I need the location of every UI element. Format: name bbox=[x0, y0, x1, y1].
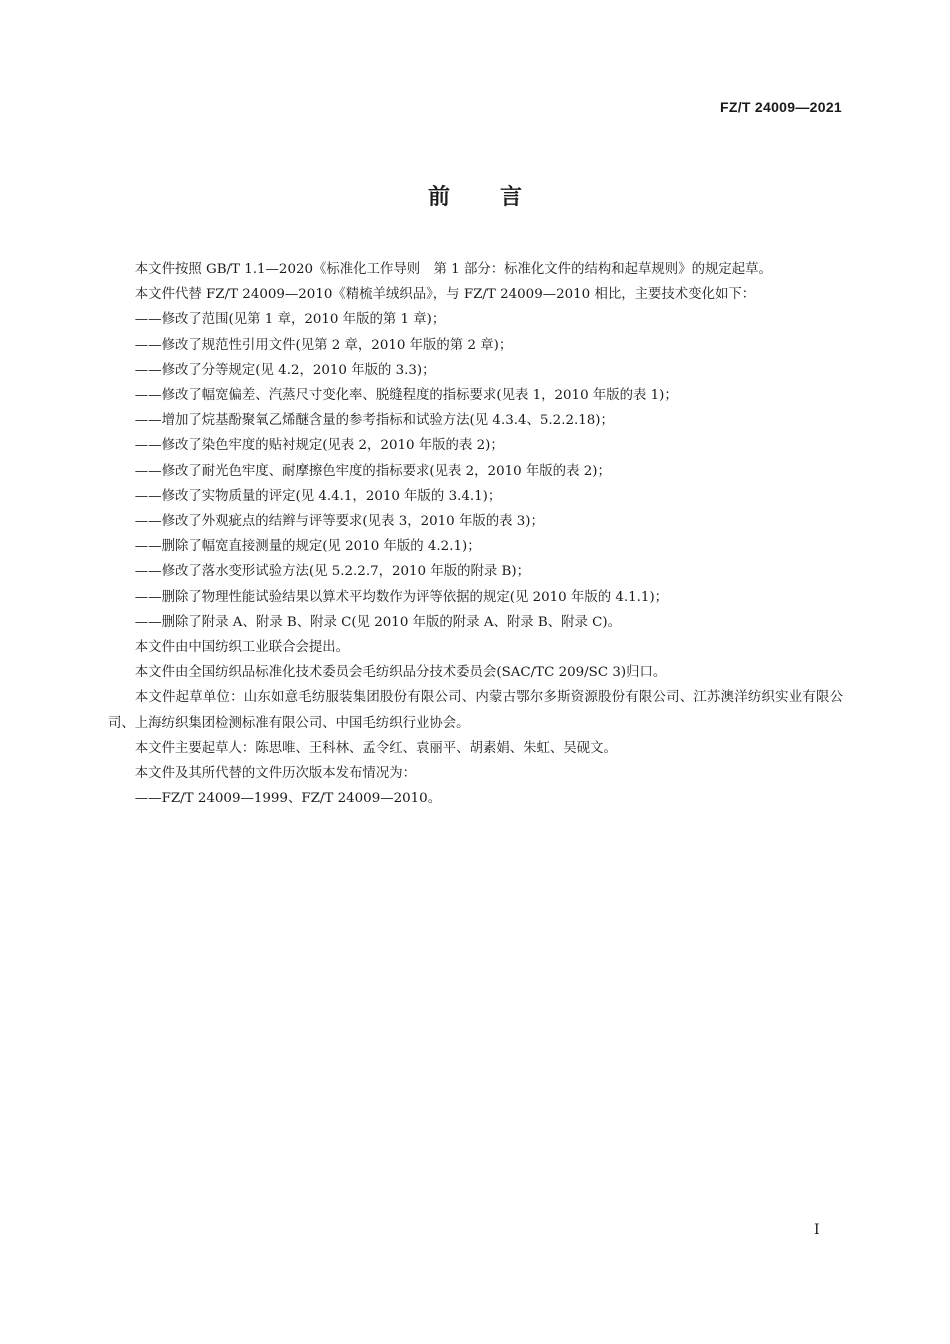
change-item: ——修改了规范性引用文件(见第 2 章，2010 年版的第 2 章)； bbox=[134, 337, 513, 353]
paragraph-drafters: 本文件主要起草人：陈思唯、王科林、孟令红、袁丽平、胡素娟、朱虹、吴砚文。 bbox=[134, 740, 617, 756]
paragraph-drafting-units: 本文件起草单位：山东如意毛纺服装集团股份有限公司、内蒙古鄂尔多斯资源股份有限公司、江苏澳洋纺织实业有限公司、上海纺织集团检测标准有限公司、中国毛纺织行业协会。 bbox=[108, 690, 843, 731]
change-item: ——修改了实物质量的评定(见 4.4.1，2010 年版的 3.4.1)； bbox=[134, 488, 502, 504]
paragraph-history-intro: 本文件及其所代替的文件历次版本发布情况为： bbox=[134, 766, 416, 782]
change-item: ——增加了烷基酚聚氧乙烯醚含量的参考指标和试验方法(见 4.3.4、5.2.2.18)； bbox=[134, 413, 614, 429]
change-item: ——修改了外观疵点的结辫与评等要求(见表 3，2010 年版的表 3)； bbox=[134, 514, 544, 530]
change-item: ——修改了染色牢度的贴衬规定(见表 2，2010 年版的表 2)； bbox=[134, 438, 504, 454]
foreword-body bbox=[108, 257, 843, 811]
change-item: ——删除了附录 A、附录 B、附录 C(见 2010 年版的附录 A、附录 B、附录 C)。 bbox=[134, 614, 622, 630]
history-item: ——FZ/T 24009—1999、FZ/T 24009—2010。 bbox=[134, 791, 442, 807]
paragraph-replacement: 本文件代替 FZ/T 24009—2010《精梳羊绒织品》，与 FZ/T 24009—2010 相比，主要技术变化如下： bbox=[134, 287, 756, 303]
change-item: ——删除了物理性能试验结果以算术平均数作为评等依据的规定(见 2010 年版的 4.1.1)； bbox=[134, 589, 669, 605]
document-code: FZ/T 24009—2021 bbox=[719, 99, 842, 115]
title-char-2: 言 bbox=[500, 184, 523, 210]
paragraph-proposer: 本文件由中国纺织工业联合会提出。 bbox=[134, 640, 350, 656]
change-item: ——修改了分等规定(见 4.2，2010 年版的 3.3)； bbox=[134, 362, 436, 378]
paragraph-drafting-rules: 本文件按照 GB/T 1.1—2020《标准化工作导则 第 1 部分：标准化文件的结构和起草规则》的规定起草。 bbox=[134, 262, 772, 277]
change-item: ——修改了幅宽偏差、汽蒸尺寸变化率、脱缝程度的指标要求(见表 1，2010 年版的表 1)； bbox=[134, 388, 678, 404]
change-item: ——修改了耐光色牢度、耐摩擦色牢度的指标要求(见表 2，2010 年版的表 2)； bbox=[134, 463, 611, 479]
page-number: I bbox=[814, 1222, 820, 1238]
title-char-1: 前 bbox=[427, 184, 450, 210]
paragraph-committee: 本文件由全国纺织品标准化技术委员会毛纺织品分技术委员会(SAC/TC 209/SC 3)归口。 bbox=[134, 665, 667, 681]
change-item: ——修改了落水变形试验方法(见 5.2.2.7，2010 年版的附录 B)； bbox=[134, 564, 530, 580]
change-item: ——修改了范围(见第 1 章，2010 年版的第 1 章)； bbox=[134, 312, 446, 328]
page-title bbox=[0, 180, 950, 211]
change-item: ——删除了幅宽直接测量的规定(见 2010 年版的 4.2.1)； bbox=[134, 539, 481, 555]
